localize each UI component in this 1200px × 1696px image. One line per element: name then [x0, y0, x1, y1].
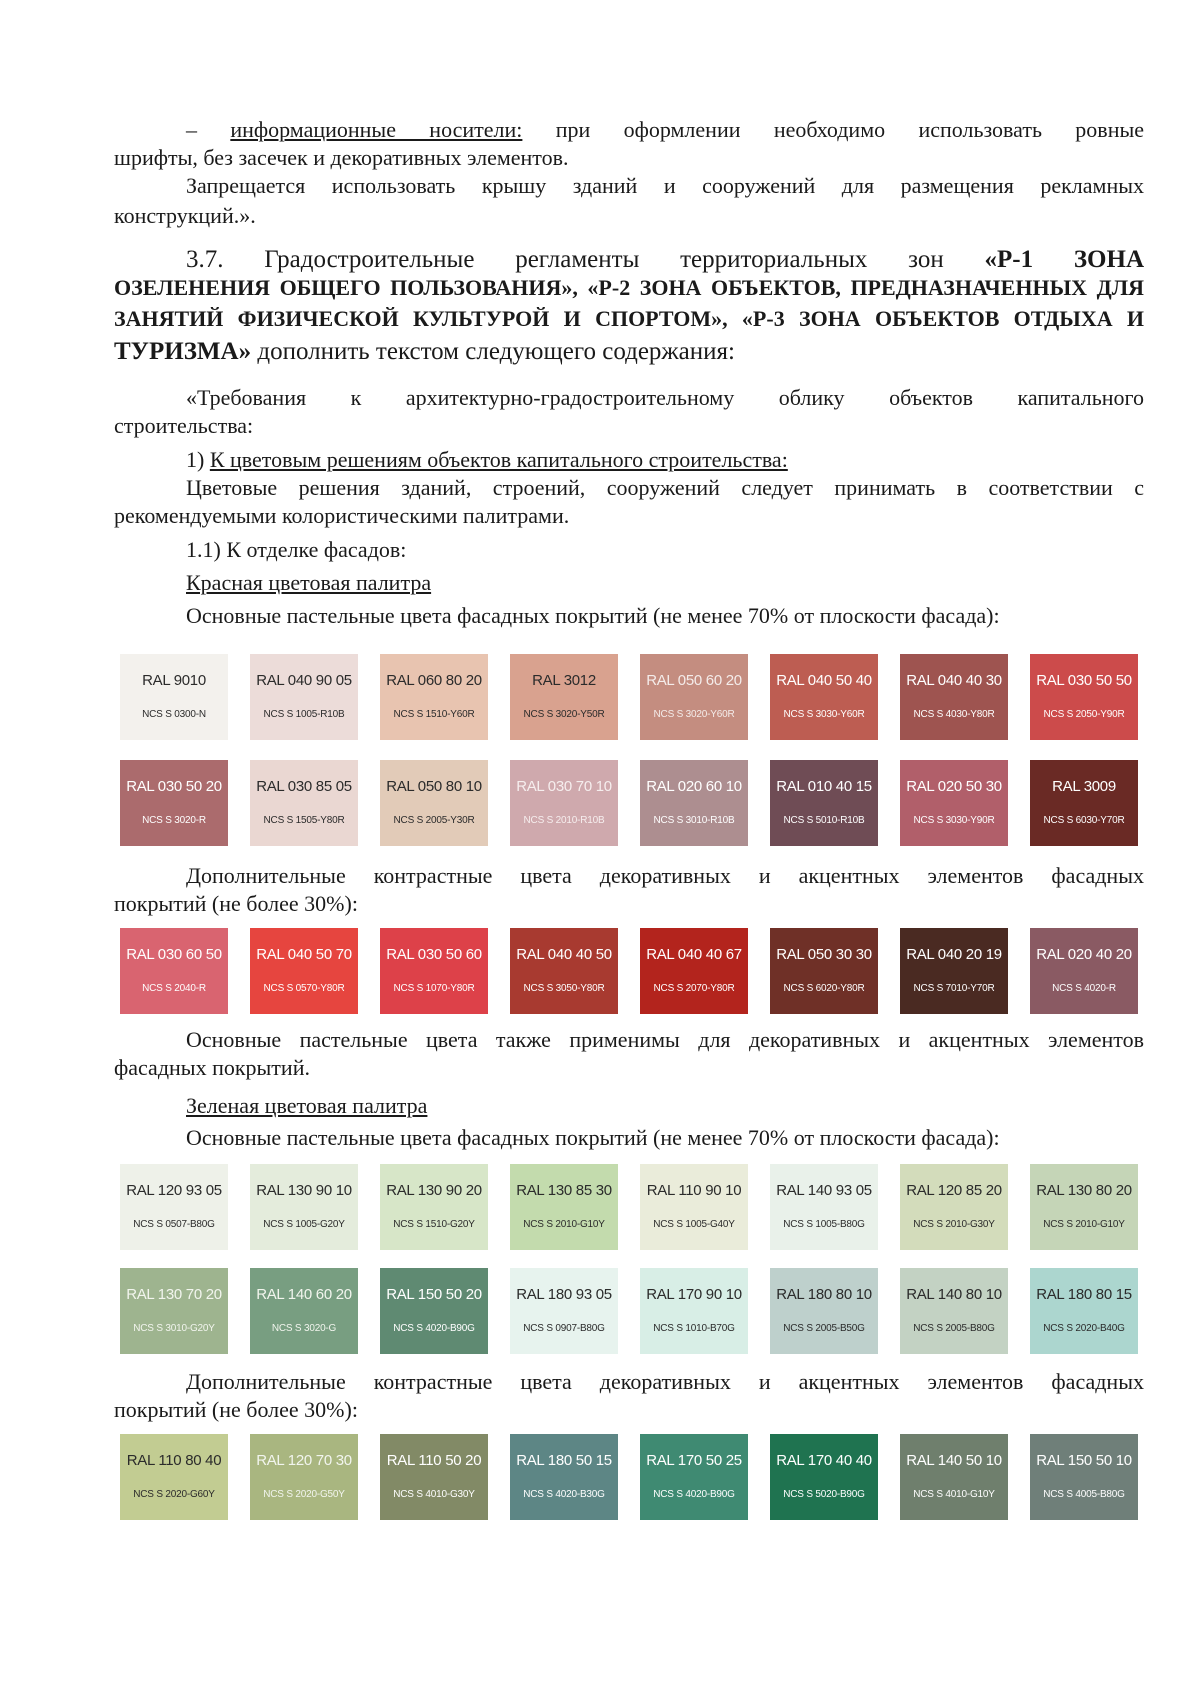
swatch-ral-code: RAL 040 90 05 — [256, 672, 352, 689]
swatch-row-red-main-1 — [120, 654, 1140, 740]
swatch-ncs-code: NCS S 0907-B80G — [523, 1323, 605, 1334]
swatch-ral-code: RAL 130 90 20 — [386, 1182, 482, 1199]
paragraph-color-solutions-line2: рекомендуемыми колористическими палитрами. — [114, 503, 570, 528]
applicable-note-line2: фасадных покрытий. — [114, 1055, 310, 1080]
swatch-ral-code: RAL 150 50 20 — [386, 1286, 482, 1303]
swatch-ral-code: RAL 010 40 15 — [776, 778, 872, 795]
color-swatch — [770, 1268, 878, 1354]
swatch-ncs-code: NCS S 4020-B30G — [523, 1489, 605, 1500]
swatch-ral-code: RAL 020 40 20 — [1036, 946, 1132, 963]
red-main-note: Основные пастельные цвета фасадных покрытий (не менее 70% от плоскости фасада): — [186, 603, 1000, 628]
swatch-ral-code: RAL 030 50 20 — [126, 778, 222, 795]
swatch-ral-code: RAL 030 85 05 — [256, 778, 352, 795]
red-extra-note-line2: покрытий (не более 30%): — [114, 891, 358, 916]
zone-name: «Р-1 ЗОНА — [984, 246, 1144, 273]
color-swatch — [770, 928, 878, 1014]
color-swatch — [250, 1268, 358, 1354]
paragraph-roof-ban-line2: конструкций.». — [114, 203, 256, 228]
color-swatch — [380, 654, 488, 740]
color-swatch — [120, 1268, 228, 1354]
swatch-ncs-code: NCS S 1005-G40Y — [653, 1219, 735, 1230]
paragraph-requirements: «Требования к архитектурно-градостроительному облику объектов капитального — [186, 385, 1144, 410]
subitem-1-1: 1.1) К отделке фасадов: — [186, 537, 407, 562]
zone-name-end: ТУРИЗМА» — [114, 338, 252, 365]
swatch-ncs-code: NCS S 2010-G10Y — [523, 1219, 605, 1230]
swatch-ral-code: RAL 110 90 10 — [646, 1182, 742, 1199]
swatch-ncs-code: NCS S 3020-Y60R — [653, 709, 735, 720]
swatch-ral-code: RAL 130 80 20 — [1036, 1182, 1132, 1199]
paragraph-info-carriers-line2: шрифты, без засечек и декоративных элементов. — [114, 145, 569, 170]
swatch-ncs-code: NCS S 7010-Y70R — [913, 983, 995, 994]
color-swatch — [380, 1434, 488, 1520]
red-extra-note: Дополнительные контрастные цвета декоративных и акцентных элементов фасадных — [186, 863, 1144, 888]
swatch-ncs-code: NCS S 3010-R10B — [653, 815, 735, 826]
swatch-ncs-code: NCS S 5020-B90G — [783, 1489, 865, 1500]
swatch-ncs-code: NCS S 2005-Y30R — [393, 815, 475, 826]
swatch-ncs-code: NCS S 4010-G30Y — [393, 1489, 475, 1500]
swatch-ncs-code: NCS S 0300-N — [142, 709, 206, 720]
swatch-ncs-code: NCS S 1010-B70G — [653, 1323, 735, 1334]
swatch-ral-code: RAL 120 70 30 — [256, 1452, 352, 1469]
color-swatch — [250, 1434, 358, 1520]
swatch-ral-code: RAL 170 50 25 — [646, 1452, 742, 1469]
swatch-ncs-code: NCS S 2040-R — [142, 983, 206, 994]
swatch-ncs-code: NCS S 2070-Y80R — [653, 983, 735, 994]
swatch-ral-code: RAL 180 93 05 — [516, 1286, 612, 1303]
swatch-ral-code: RAL 170 90 10 — [646, 1286, 742, 1303]
color-swatch — [1030, 928, 1138, 1014]
swatch-ncs-code: NCS S 3020-R — [142, 815, 206, 826]
swatch-ncs-code: NCS S 2020-B40G — [1043, 1323, 1125, 1334]
swatch-ncs-code: NCS S 2010-R10B — [523, 815, 605, 826]
color-swatch — [250, 928, 358, 1014]
section-number-text: 3.7. Градостроительные регламенты территориальных зон — [186, 246, 985, 273]
color-swatch — [510, 1164, 618, 1250]
color-swatch — [900, 1434, 1008, 1520]
color-swatch — [770, 654, 878, 740]
color-swatch — [120, 1434, 228, 1520]
swatch-ncs-code: NCS S 1005-G20Y — [263, 1219, 345, 1230]
swatch-ncs-code: NCS S 4010-G10Y — [913, 1489, 995, 1500]
swatch-ncs-code: NCS S 2020-G50Y — [263, 1489, 345, 1500]
color-swatch — [250, 654, 358, 740]
color-swatch — [640, 760, 748, 846]
swatch-ncs-code: NCS S 1510-G20Y — [393, 1219, 475, 1230]
color-swatch — [510, 760, 618, 846]
swatch-ral-code: RAL 050 80 10 — [386, 778, 482, 795]
section-heading-3-7 — [114, 243, 1144, 276]
swatch-ncs-code: NCS S 4020-R — [1052, 983, 1116, 994]
color-swatch — [900, 928, 1008, 1014]
color-swatch — [510, 654, 618, 740]
color-swatch — [770, 1164, 878, 1250]
swatch-ncs-code: NCS S 1070-Y80R — [393, 983, 475, 994]
swatch-row-red-main-2 — [120, 760, 1140, 846]
color-swatch — [640, 928, 748, 1014]
swatch-ncs-code: NCS S 2010-G10Y — [1043, 1219, 1125, 1230]
swatch-ncs-code: NCS S 3020-Y50R — [523, 709, 605, 720]
color-swatch — [250, 1164, 358, 1250]
swatch-ral-code: RAL 140 50 10 — [906, 1452, 1002, 1469]
color-swatch — [380, 1164, 488, 1250]
swatch-ncs-code: NCS S 0507-B80G — [133, 1219, 215, 1230]
swatch-ral-code: RAL 130 85 30 — [516, 1182, 612, 1199]
paragraph-roof-ban: Запрещается использовать крышу зданий и сооружений для размещения рекламных — [186, 173, 1144, 198]
swatch-ral-code: RAL 040 40 50 — [516, 946, 612, 963]
swatch-ncs-code: NCS S 6030-Y70R — [1043, 815, 1125, 826]
swatch-ncs-code: NCS S 1005-B80G — [783, 1219, 865, 1230]
color-swatch — [510, 1434, 618, 1520]
color-swatch — [900, 1164, 1008, 1250]
color-swatch — [380, 1268, 488, 1354]
swatch-ral-code: RAL 020 60 10 — [646, 778, 742, 795]
swatch-ncs-code: NCS S 2010-G30Y — [913, 1219, 995, 1230]
color-swatch — [1030, 1268, 1138, 1354]
color-swatch — [510, 928, 618, 1014]
swatch-ncs-code: NCS S 0570-Y80R — [263, 983, 345, 994]
color-swatch — [1030, 1434, 1138, 1520]
section-heading-line4 — [114, 335, 1144, 368]
color-swatch — [900, 760, 1008, 846]
green-extra-note: Дополнительные контрастные цвета декоративных и акцентных элементов фасадных — [186, 1369, 1144, 1394]
swatch-ral-code: RAL 180 50 15 — [516, 1452, 612, 1469]
color-swatch — [120, 1164, 228, 1250]
color-swatch — [640, 1268, 748, 1354]
swatch-ncs-code: NCS S 1505-Y80R — [263, 815, 345, 826]
color-swatch — [1030, 1164, 1138, 1250]
swatch-ral-code: RAL 180 80 10 — [776, 1286, 872, 1303]
swatch-ral-code: RAL 140 93 05 — [776, 1182, 872, 1199]
swatch-ncs-code: NCS S 3020-G — [271, 1323, 337, 1334]
list-item-title: К цветовым решениям объектов капитального строительства: — [209, 447, 788, 472]
swatch-ral-code: RAL 150 50 10 — [1036, 1452, 1132, 1469]
color-swatch — [770, 760, 878, 846]
swatch-ral-code: RAL 140 80 10 — [906, 1286, 1002, 1303]
swatch-ncs-code: NCS S 2005-B80G — [913, 1323, 995, 1334]
swatch-ral-code: RAL 110 50 20 — [386, 1452, 482, 1469]
swatch-ral-code: RAL 030 60 50 — [126, 946, 222, 963]
swatch-ral-code: RAL 040 40 30 — [906, 672, 1002, 689]
red-palette-title: Красная цветовая палитра — [186, 570, 432, 595]
swatch-ncs-code: NCS S 2050-Y90R — [1043, 709, 1125, 720]
info-carriers-term: информационные носители: — [230, 117, 523, 142]
section-heading-line3: ЗАНЯТИЙ ФИЗИЧЕСКОЙ КУЛЬТУРОЙ И СПОРТОМ», «Р-3 ЗОНА ОБЪЕКТОВ ОТДЫХА И — [114, 306, 1144, 331]
green-main-note: Основные пастельные цвета фасадных покрытий (не менее 70% от плоскости фасада): — [186, 1125, 1000, 1150]
swatch-ral-code: RAL 040 50 40 — [776, 672, 872, 689]
paragraph-color-solutions: Цветовые решения зданий, строений, сооружений следует принимать в соответствии с — [186, 475, 1144, 500]
color-swatch — [1030, 654, 1138, 740]
swatch-ral-code: RAL 120 85 20 — [906, 1182, 1002, 1199]
swatch-ncs-code: NCS S 4020-B90G — [653, 1489, 735, 1500]
color-swatch — [510, 1268, 618, 1354]
paragraph-requirements-line2: строительства: — [114, 413, 254, 438]
swatch-ncs-code: NCS S 3030-Y90R — [913, 815, 995, 826]
swatch-ral-code: RAL 120 93 05 — [126, 1182, 222, 1199]
swatch-ncs-code: NCS S 1510-Y60R — [393, 709, 475, 720]
swatch-row-green-extra — [120, 1434, 1140, 1520]
swatch-ral-code: RAL 040 20 19 — [906, 946, 1002, 963]
color-swatch — [640, 654, 748, 740]
swatch-ral-code: RAL 140 60 20 — [256, 1286, 352, 1303]
swatch-ncs-code: NCS S 5010-R10B — [783, 815, 865, 826]
swatch-ncs-code: NCS S 2005-B50G — [783, 1323, 865, 1334]
color-swatch — [380, 760, 488, 846]
color-swatch — [640, 1434, 748, 1520]
color-swatch — [120, 760, 228, 846]
swatch-ral-code: RAL 9010 — [142, 672, 206, 689]
swatch-ncs-code: NCS S 1005-R10B — [263, 709, 345, 720]
swatch-ral-code: RAL 040 50 70 — [256, 946, 352, 963]
swatch-ral-code: RAL 3012 — [532, 672, 596, 689]
swatch-ncs-code: NCS S 3050-Y80R — [523, 983, 605, 994]
color-swatch — [380, 928, 488, 1014]
swatch-ral-code: RAL 3009 — [1052, 778, 1116, 795]
swatch-ncs-code: NCS S 2020-G60Y — [133, 1489, 215, 1500]
color-swatch — [900, 1268, 1008, 1354]
swatch-ral-code: RAL 110 80 40 — [126, 1452, 222, 1469]
swatch-ral-code: RAL 180 80 15 — [1036, 1286, 1132, 1303]
heading-rest: дополнить текстом следующего содержания: — [251, 338, 735, 365]
color-swatch — [120, 928, 228, 1014]
swatch-ral-code: RAL 130 90 10 — [256, 1182, 352, 1199]
swatch-row-green-main-2 — [120, 1268, 1140, 1354]
swatch-row-red-extra — [120, 928, 1140, 1014]
color-swatch — [900, 654, 1008, 740]
applicable-note: Основные пастельные цвета также применимы для декоративных и акцентных элементов — [186, 1027, 1144, 1052]
swatch-ncs-code: NCS S 4030-Y80R — [913, 709, 995, 720]
swatch-ral-code: RAL 020 50 30 — [906, 778, 1002, 795]
swatch-ral-code: RAL 060 80 20 — [386, 672, 482, 689]
swatch-ncs-code: NCS S 3010-G20Y — [133, 1323, 215, 1334]
swatch-row-green-main-1 — [120, 1164, 1140, 1250]
color-swatch — [1030, 760, 1138, 846]
info-carriers-text: при оформлении необходимо использовать ровные — [522, 117, 1145, 142]
swatch-ral-code: RAL 040 40 67 — [646, 946, 742, 963]
paragraph-info-carriers — [114, 116, 1144, 144]
swatch-ncs-code: NCS S 6020-Y80R — [783, 983, 865, 994]
swatch-ncs-code: NCS S 4005-B80G — [1043, 1489, 1125, 1500]
color-swatch — [120, 654, 228, 740]
swatch-ral-code: RAL 170 40 40 — [776, 1452, 872, 1469]
swatch-ral-code: RAL 030 50 50 — [1036, 672, 1132, 689]
list-item-1 — [114, 446, 1144, 474]
swatch-ral-code: RAL 130 70 20 — [126, 1286, 222, 1303]
green-palette-title: Зеленая цветовая палитра — [186, 1093, 428, 1118]
color-swatch — [250, 760, 358, 846]
color-swatch — [640, 1164, 748, 1250]
section-heading-line2: ОЗЕЛЕНЕНИЯ ОБЩЕГО ПОЛЬЗОВАНИЯ», «Р-2 ЗОНА ОБЪЕКТОВ, ПРЕДНАЗНАЧЕННЫХ ДЛЯ — [114, 275, 1144, 300]
color-swatch — [770, 1434, 878, 1520]
swatch-ral-code: RAL 030 70 10 — [516, 778, 612, 795]
dash: – — [186, 117, 231, 142]
green-extra-note-line2: покрытий (не более 30%): — [114, 1397, 358, 1422]
swatch-ral-code: RAL 050 30 30 — [776, 946, 872, 963]
swatch-ral-code: RAL 030 50 60 — [386, 946, 482, 963]
swatch-ncs-code: NCS S 3030-Y60R — [783, 709, 865, 720]
list-number: 1) — [186, 447, 210, 472]
swatch-ncs-code: NCS S 4020-B90G — [393, 1323, 475, 1334]
swatch-ral-code: RAL 050 60 20 — [646, 672, 742, 689]
